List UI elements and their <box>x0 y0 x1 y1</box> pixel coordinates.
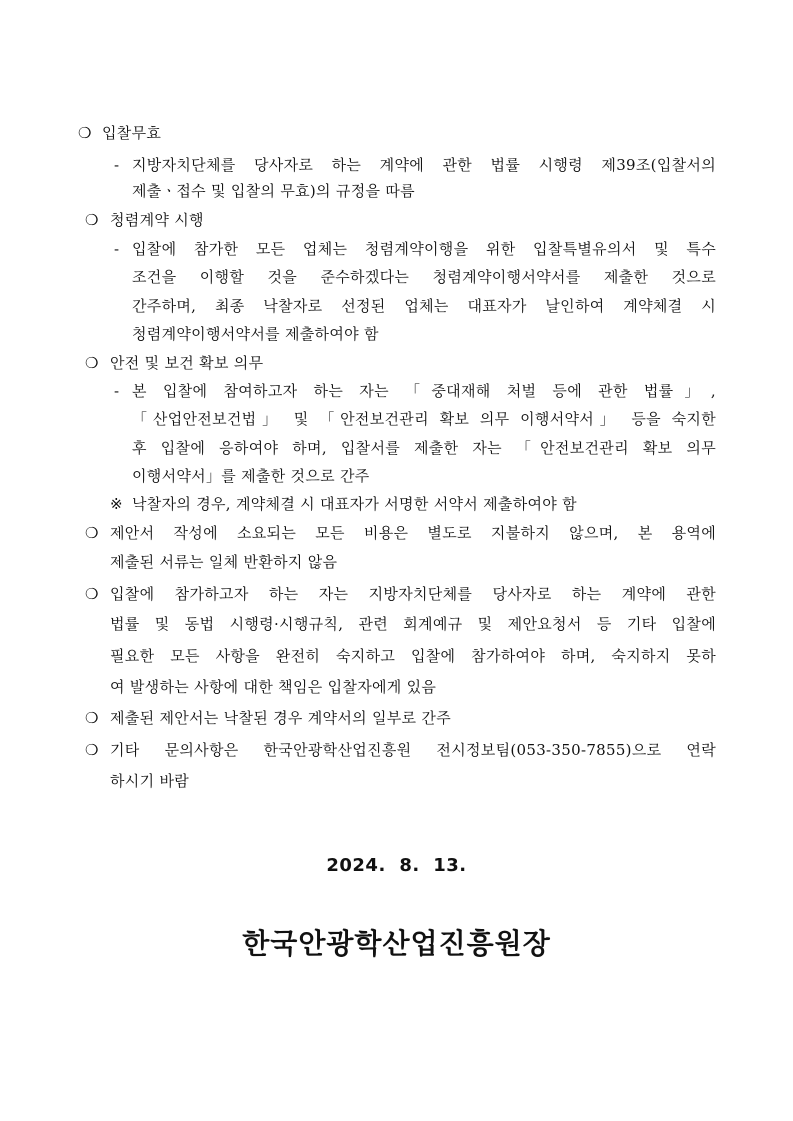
text-line: 제출된 제안서는 낙찰된 경우 계약서의 일부로 간주 <box>110 709 452 727</box>
issuing-organization: 한국안광학산업진흥원장 <box>242 927 551 960</box>
text-line: 「산업안전보건법」 및 「안전보건관리 확보 의무 이행서약서」 등을 숙지한 <box>132 410 716 428</box>
circle-bullet-icon: ❍ <box>78 124 92 142</box>
text-line: 제출ㆍ접수 및 입찰의 무효)의 규정을 따름 <box>132 182 415 200</box>
circle-bullet-icon: ❍ <box>85 741 99 759</box>
section-title-invalid-bid: 입찰무효 <box>102 124 162 142</box>
circle-bullet-icon: ❍ <box>85 354 99 372</box>
document-date: 2024. 8. 13. <box>326 855 467 876</box>
text-line: 기타 문의사항은 한국안광학산업진흥원 전시정보팀(053-350-7855)으로 연락 <box>110 741 716 759</box>
text-line: 입찰에 참가한 모든 업체는 청렴계약이행을 위한 입찰특별유의서 및 특수 <box>132 240 716 258</box>
circle-bullet-icon: ❍ <box>85 585 99 603</box>
text-line: 제안서 작성에 소요되는 모든 비용은 별도로 지불하지 않으며, 본 용역에 <box>110 524 716 542</box>
text-line: 청렴계약이행서약서를 제출하여야 함 <box>132 325 379 343</box>
circle-bullet-icon: ❍ <box>85 211 99 229</box>
text-line: 하시기 바람 <box>110 772 190 790</box>
text-line: 법률 및 동법 시행령·시행규칙, 관련 회계예규 및 제안요청서 등 기타 입찰에 <box>110 615 716 633</box>
circle-bullet-icon: ❍ <box>85 709 99 727</box>
circle-bullet-icon: ❍ <box>85 524 99 542</box>
text-line: 필요한 모든 사항을 완전히 숙지하고 입찰에 참가하여야 하며, 숙지하지 못하 <box>110 647 716 665</box>
section-title-integrity-contract: 청렴계약 시행 <box>110 211 204 229</box>
dash-bullet-icon: - <box>114 156 120 174</box>
section-title-safety-health: 안전 및 보건 확보 의무 <box>110 354 264 372</box>
text-line: 이행서약서」를 제출한 것으로 간주 <box>132 467 370 485</box>
text-line: 지방자치단체를 당사자로 하는 계약에 관한 법률 시행령 제39조(입찰서의 <box>132 156 716 174</box>
text-line: 후 입찰에 응하여야 하며, 입찰서를 제출한 자는 「안전보건관리 확보 의무 <box>132 439 716 457</box>
text-line: 입찰에 참가하고자 하는 자는 지방자치단체를 당사자로 하는 계약에 관한 <box>110 585 716 603</box>
text-line: 제출된 서류는 일체 반환하지 않음 <box>110 553 338 571</box>
note-text: 낙찰자의 경우, 계약체결 시 대표자가 서명한 서약서 제출하여야 함 <box>132 495 577 513</box>
text-line: 간주하며, 최종 낙찰자로 선정된 업체는 대표자가 날인하여 계약체결 시 <box>132 297 716 315</box>
text-line: 여 발생하는 사항에 대한 책임은 입찰자에게 있음 <box>110 678 437 696</box>
note-mark-icon: ※ <box>110 495 123 513</box>
text-line: 본 입찰에 참여하고자 하는 자는 「중대재해 처벌 등에 관한 법률」, <box>132 382 716 400</box>
text-line: 조건을 이행할 것을 준수하겠다는 청렴계약이행서약서를 제출한 것으로 <box>132 268 716 286</box>
dash-bullet-icon: - <box>114 382 120 400</box>
dash-bullet-icon: - <box>114 240 120 258</box>
